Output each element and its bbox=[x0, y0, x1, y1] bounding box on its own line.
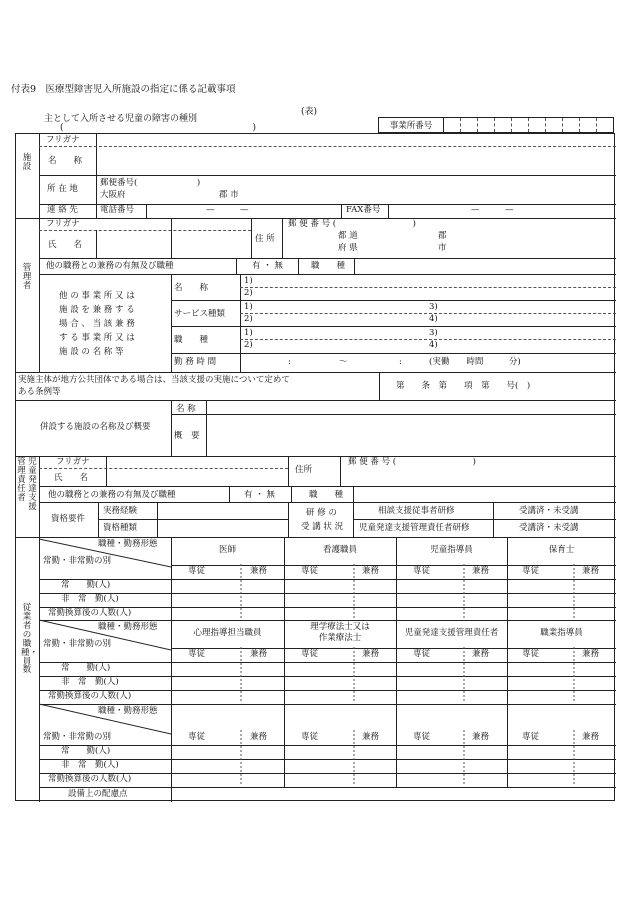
sekininsha-furigana-label: フリガナ bbox=[56, 457, 90, 467]
heisetsu-meisho-label: 名 称 bbox=[176, 404, 196, 414]
sekininsha-shimei-label: 氏 名 bbox=[54, 473, 89, 483]
sekininsha-side-label-1: 児童発達支援 bbox=[28, 457, 37, 512]
kenmu: 兼務 bbox=[582, 649, 600, 659]
meisho-n1: 1) bbox=[244, 276, 253, 286]
sekininsha-kenmu-label: 他の職務との兼務の有無及び職種 bbox=[48, 490, 176, 500]
shoku-n3: 3) bbox=[429, 328, 438, 338]
col-sagyo: 作業療法士 bbox=[318, 633, 362, 643]
sekininsha-side-label-2: 管理責任者 bbox=[17, 457, 26, 503]
kanrisha-shi: 市 bbox=[438, 243, 447, 253]
shubetsu-label: 主として入所させる児童の障害の種別 bbox=[44, 114, 198, 124]
bangou-digit[interactable] bbox=[461, 118, 478, 132]
shikakushu-label: 資格種類 bbox=[103, 523, 138, 533]
sekininsha-jusho-label: 住所 bbox=[295, 465, 313, 475]
bangou-digit[interactable] bbox=[444, 118, 461, 132]
renraku-label: 連 絡 先 bbox=[47, 205, 78, 215]
kanrisha-yubin-label: 郵 便 番 号 ( ) bbox=[288, 219, 416, 229]
kanrisha-jusho-label: 住 所 bbox=[255, 234, 275, 244]
kinmu-label: 勤 務 時 間 bbox=[174, 357, 217, 367]
fax-dash: — — bbox=[471, 205, 514, 215]
kinmu-colon-1: : bbox=[288, 357, 291, 367]
shubetsu-field[interactable] bbox=[60, 123, 256, 133]
kenmu: 兼務 bbox=[362, 732, 380, 742]
bangou-digit[interactable] bbox=[580, 118, 597, 132]
sekininsha-yubin-label: 郵 便 番 号 ( ) bbox=[348, 457, 476, 467]
kinmu-colon-2: : bbox=[399, 357, 402, 367]
jorei-text-2: ある条例等 bbox=[18, 387, 61, 397]
col-shinri: 心理指導担当職員 bbox=[193, 628, 262, 638]
hdr-top-3: 職種・勤務形態 bbox=[98, 706, 158, 716]
hoka-line-2: 施 設 を 兼 務 す る bbox=[59, 305, 135, 315]
kanrisha-shimei-label: 氏 名 bbox=[48, 240, 83, 250]
bangou-digit[interactable] bbox=[546, 118, 563, 132]
service-n3: 3) bbox=[429, 302, 438, 312]
kenmu: 兼務 bbox=[250, 649, 268, 659]
kenmu: 兼務 bbox=[362, 566, 380, 576]
hdr-top-2: 職種・勤務形態 bbox=[98, 622, 158, 632]
row-hijokin: 非 常 勤(人) bbox=[61, 760, 119, 770]
shisetsu-side-label: 施設 bbox=[22, 153, 32, 172]
col-sekininsha: 児童発達支援管理責任者 bbox=[404, 628, 499, 638]
sekininsha-umu[interactable]: 有 ・ 無 bbox=[244, 490, 275, 500]
hoka-line-5: 施 設 の 名 称 等 bbox=[59, 347, 124, 357]
kanrisha-kenmu-label: 他の職務との兼務の有無及び職種 bbox=[46, 261, 174, 271]
row-kansan: 常勤換算後の人数(人) bbox=[48, 691, 132, 701]
service-n1: 1) bbox=[244, 302, 253, 312]
row-jokin: 常 勤(人) bbox=[61, 663, 111, 673]
bangou-digit[interactable] bbox=[597, 118, 613, 132]
jukou-b[interactable]: 受講済・未受講 bbox=[519, 523, 579, 533]
hdr-bottom-3: 常勤・非常勤の別 bbox=[43, 732, 112, 742]
senju: 専従 bbox=[413, 649, 431, 659]
kanrisha-fuken: 府 県 bbox=[338, 243, 358, 253]
hoka-line-3: 場 合 、 当 該 兼 務 bbox=[59, 319, 135, 329]
senju: 専従 bbox=[301, 649, 319, 659]
hdr-bottom-2: 常勤・非常勤の別 bbox=[43, 639, 112, 649]
kenshu-label-1: 研 修 の bbox=[306, 508, 337, 518]
paren-close: ) bbox=[252, 123, 256, 133]
kenmu: 兼務 bbox=[472, 732, 490, 742]
senju: 専従 bbox=[301, 566, 319, 576]
kinmu-wave: 〜 bbox=[339, 357, 348, 367]
row-hijokin: 非 常 勤(人) bbox=[61, 677, 119, 687]
service-n4: 4) bbox=[429, 314, 438, 324]
col-jidoshidoin: 児童指導員 bbox=[430, 545, 473, 555]
senju: 専従 bbox=[522, 566, 540, 576]
row-jokin: 常 勤(人) bbox=[61, 580, 111, 590]
service-label: サービス種類 bbox=[174, 309, 226, 319]
kenshu-b-label: 児童発達支援管理責任者研修 bbox=[359, 523, 470, 533]
osaka-label: 大阪府 bbox=[100, 190, 126, 200]
kanrisha-meisho-label: 名 称 bbox=[174, 283, 209, 293]
col-rigaku: 理学療法士又は bbox=[310, 622, 370, 632]
shisetsu-shozaichi-label: 所 在 地 bbox=[47, 184, 78, 194]
kenmu: 兼務 bbox=[472, 649, 490, 659]
kenmu: 兼務 bbox=[250, 566, 268, 576]
shisetsu-furigana-label: フリガナ bbox=[46, 135, 80, 145]
jikkin-label: (実働 時間 分) bbox=[429, 357, 521, 367]
kenshu-label-2: 受 講 状 況 bbox=[301, 522, 344, 532]
hdr-bottom-1: 常勤・非常勤の別 bbox=[43, 556, 112, 566]
kanrisha-umu[interactable]: 有 ・ 無 bbox=[252, 261, 283, 271]
service-n2: 2) bbox=[244, 314, 253, 324]
application-form bbox=[15, 133, 615, 801]
shoku-label: 職 種 bbox=[174, 335, 209, 345]
shikaku-label: 資格要件 bbox=[51, 514, 86, 524]
fax-label: FAX番号 bbox=[346, 205, 381, 215]
senju: 専従 bbox=[301, 732, 319, 742]
senju: 専従 bbox=[522, 732, 540, 742]
row-hijokin: 非 常 勤(人) bbox=[61, 594, 119, 604]
jigyosho-bangou-box bbox=[378, 117, 614, 133]
jorei-text-1: 実施主体が地方公共団体である場合は、当該支援の実施について定めて bbox=[18, 375, 290, 385]
kenmu: 兼務 bbox=[250, 732, 268, 742]
bangou-digit[interactable] bbox=[563, 118, 580, 132]
kenshu-a-label: 相談支援従事者研修 bbox=[378, 506, 455, 516]
bangou-digit[interactable] bbox=[529, 118, 546, 132]
heisetsu-gaiyo-label: 概 要 bbox=[174, 431, 200, 441]
col-hoikushi: 保育士 bbox=[548, 545, 575, 555]
yubin-label: 郵便番号( ) bbox=[100, 178, 201, 188]
kanrisha-todo: 都 道 bbox=[338, 231, 358, 241]
row-kansan: 常勤換算後の人数(人) bbox=[48, 774, 132, 784]
document-title: 付表9 医療型障害児入所施設の指定に係る記載事項 bbox=[11, 84, 236, 95]
jitsumu-label: 実務経験 bbox=[103, 506, 138, 516]
gunshi-label: 郡 市 bbox=[219, 190, 239, 200]
kenmu: 兼務 bbox=[582, 732, 600, 742]
shoku-n1: 1) bbox=[244, 328, 253, 338]
denwa-label: 電話番号 bbox=[100, 205, 135, 215]
col-shokugyo: 職業指導員 bbox=[540, 628, 583, 638]
senju: 専従 bbox=[413, 732, 431, 742]
jukou-a[interactable]: 受講済・未受講 bbox=[519, 506, 579, 516]
jigyosho-bangou-label: 事業所番号 bbox=[379, 118, 444, 132]
bangou-digit[interactable] bbox=[495, 118, 512, 132]
bangou-digit[interactable] bbox=[478, 118, 495, 132]
hoka-line-4: す る 事 業 所 又 は bbox=[59, 333, 135, 343]
senju: 専従 bbox=[188, 566, 206, 576]
jugyosha-side-label: 従業者の職種・員数 bbox=[21, 603, 39, 676]
kenmu: 兼務 bbox=[362, 649, 380, 659]
denwa-dash: — — bbox=[206, 205, 249, 215]
senju: 専従 bbox=[413, 566, 431, 576]
kenmu: 兼務 bbox=[472, 566, 490, 576]
kanrisha-gun: 郡 bbox=[438, 231, 447, 241]
kanrisha-side-label: 管理者 bbox=[22, 263, 32, 291]
bangou-digit[interactable] bbox=[512, 118, 529, 132]
paren-open: ( bbox=[60, 123, 64, 133]
shisetsu-meisho-label: 名 称 bbox=[48, 156, 83, 166]
row-kansan: 常勤換算後の人数(人) bbox=[48, 608, 132, 618]
col-kango: 看護職員 bbox=[322, 545, 357, 555]
senju: 専従 bbox=[188, 649, 206, 659]
setsubi-label: 設備上の配慮点 bbox=[68, 789, 128, 799]
hoka-line-1: 他 の 事 業 所 又 は bbox=[59, 291, 135, 301]
kanrisha-shokushu-label: 職 種 bbox=[311, 261, 346, 271]
heisetsu-label: 併設する施設の名称及び概要 bbox=[40, 422, 151, 432]
col-ishi: 医師 bbox=[218, 545, 236, 555]
hdr-top-1: 職種・勤務形態 bbox=[98, 539, 158, 549]
sekininsha-shokushu-label: 職 種 bbox=[309, 490, 344, 500]
shoku-n2: 2) bbox=[244, 340, 253, 350]
omote-label: (表) bbox=[301, 107, 318, 117]
senju: 専従 bbox=[188, 732, 206, 742]
shoku-n4: 4) bbox=[429, 340, 438, 350]
kenmu: 兼務 bbox=[582, 566, 600, 576]
row-jokin: 常 勤(人) bbox=[61, 746, 111, 756]
jorei-jobun[interactable]: 第 条 第 項 第 号( ) bbox=[396, 381, 531, 391]
meisho-n2: 2) bbox=[244, 288, 253, 298]
kanrisha-furigana-label: フリガナ bbox=[46, 219, 80, 229]
senju: 専従 bbox=[522, 649, 540, 659]
